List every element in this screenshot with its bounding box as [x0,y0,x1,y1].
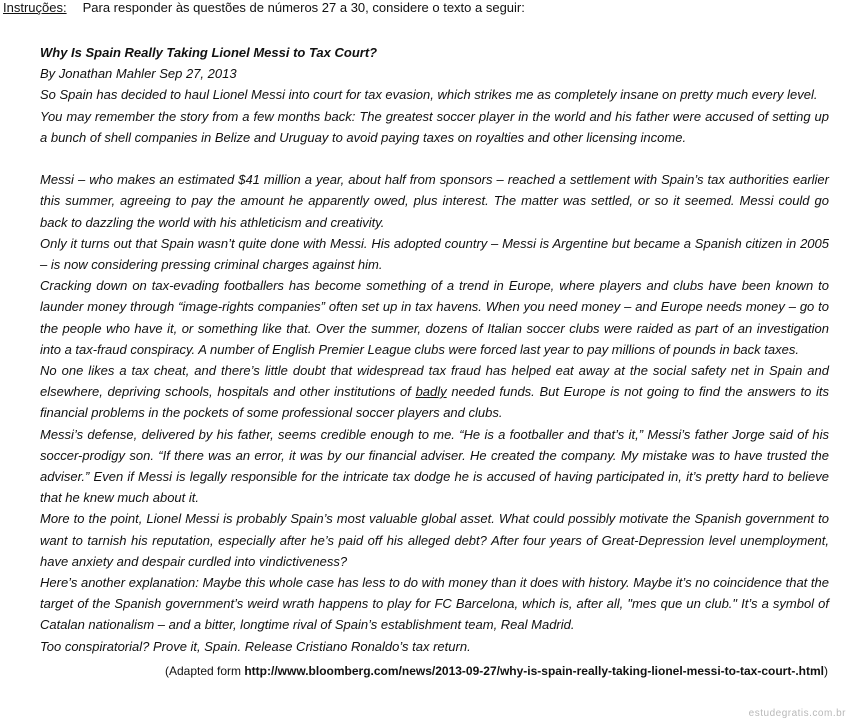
instructions-line [3,0,525,15]
paragraph-6-part-b: needed funds. But Europe is not going to find the answers to its financial problems in the pockets of some professional soccer players and clubs. [40,384,829,421]
source-prefix: (Adapted form [164,664,245,678]
source-url: http://www.bloomberg.com/news/2013-09-27/why-is-spain-really-taking-lionel-messi-to-tax-court-.html [244,664,824,678]
article-title: Why Is Spain Really Taking Lionel Messi to Tax Court? [40,45,378,60]
paragraph-9: Here’s another explanation: Maybe this whole case has less to do with money than it does with history. Maybe it’s no coincidence that the target of the Spanish government’s weird wrath happens to play for FC Barcelona, which is, after all, "mes que un club." It’s a symbol of Catalan nationalism – and a bitter, longtime rival of Spain’s establishment team, Real Madrid. [40,575,829,633]
paragraph-5: Cracking down on tax-evading footballers has become something of a trend in Europe, where players and clubs have been known to launder money through “image-rights companies” often set up in tax havens. When you need money – and Europe needs money – go to the people who have it, or something like that. Over the summer, dozens of Italian soccer clubs were raided as part of an investigation into a tax-fraud conspiracy. A number of English Premier League clubs were forced last year to pay millions of pounds in back taxes. [40,278,829,357]
paragraph-7: Messi’s defense, delivered by his father, seems credible enough to me. “He is a footballer and that’s it,” Messi’s father Jorge said of his soccer-prodigy son. “If there was an error, it was by our financial adviser. He created the company. My mistake was to have trusted the adviser.” Even if Messi is legally responsible for the intricate tax dodge he is accused of having participated in, it’s pretty hard to believe that he knew much about it. [40,426,829,506]
watermark: estudegratis.com.br [748,708,846,719]
paragraph-3: Messi – who makes an estimated $41 million a year, about half from sponsors – reached a settlement with Spain’s tax authorities earlier this summer, agreeing to pay the amount he apparently owed, plus interest. The matter was settled, or so it seemed. Messi could go back to dazzling the world with his athleticism and creativity. [40,172,829,230]
paragraph-4: Only it turns out that Spain wasn’t quite done with Messi. His adopted country – Messi is Argentine but became a Spanish citizen in 2005 – is now considering pressing criminal charges against him. [40,235,829,273]
instructions-text: Para responder às questões de números 27 a 30, considere o texto a seguir: [82,0,525,15]
source-citation [165,663,828,679]
article-body [40,42,829,657]
paragraph-spacer [40,148,829,169]
article-byline: By Jonathan Mahler Sep 27, 2013 [40,66,237,82]
paragraph-6 [40,360,829,424]
paragraph-10: Too conspiratorial? Prove it, Spain. Release Cristiano Ronaldo’s tax return. [40,638,471,654]
paragraph-2: You may remember the story from a few months back: The greatest soccer player in the world and his father were accused of setting up a bunch of shell companies in Belize and Uruguay to avoid paying taxes on royalties and other licensing income. [40,108,829,145]
underlined-word: badly [415,384,447,400]
instructions-label: Instruções: [3,0,67,15]
paragraph-1: So Spain has decided to haul Lionel Messi into court for tax evasion, which strikes me as completely insane on pretty much every level. [40,87,818,103]
paragraph-8: More to the point, Lionel Messi is probably Spain’s most valuable global asset. What could possibly motivate the Spanish government to want to tarnish his reputation, especially after he’s paid off his alleged debt? After four years of Great-Depression level unemployment, have anxiety and despair curdled into vindictiveness? [40,511,829,569]
paragraph-6-part-a: No one likes a tax cheat, and there’s little doubt that widespread tax fraud has helped eat away at the social safety net in Spain and elsewhere, depriving schools, hospitals and other institutions of [40,363,829,400]
source-suffix: ) [824,664,828,678]
